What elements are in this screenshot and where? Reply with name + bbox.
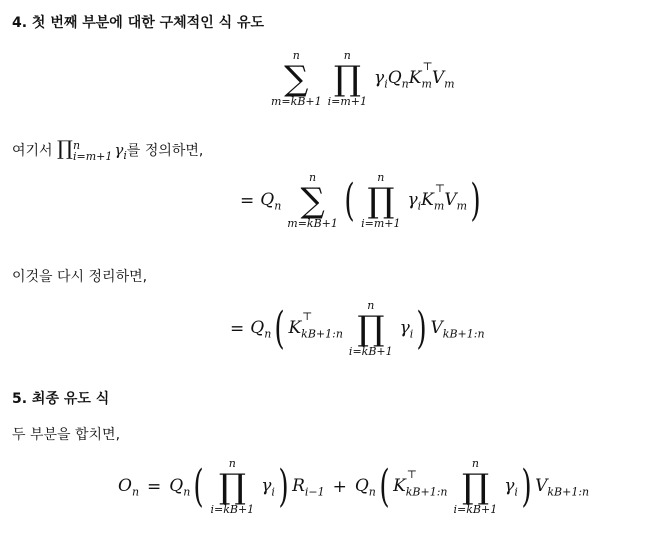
rearrange-text: 이것을 다시 정리하면, xyxy=(12,269,148,285)
equation-4: $O_n$ = $Q_n$ ( n ∏ i=kB+1 $\gamma_i$ ) $R_{i-1}$ + $Q_n$ ( K ⊤ $_{kB+1:n}$ n ∏ i=kB+1 $\gamma_i$ ) $V_{kB+1:n}$ xyxy=(118,457,590,516)
combine-text: 두 부분을 합치면, xyxy=(12,427,121,443)
sum-operator: n ∑ m=kB+1 xyxy=(271,49,322,108)
definition-text: 여기서 ∏ n i=m+1 $\gamma_i$를 정의하면, xyxy=(12,136,204,163)
product-operator: n ∏ i=m+1 xyxy=(327,49,368,108)
equation-2: = $Q_n$ n ∑ m=kB+1 ( n ∏ i=m+1 $\gamma_iK$ ⊤ $_mV_m$ ) xyxy=(240,171,481,230)
section-5-heading: 5. 최종 유도 식 xyxy=(12,391,110,407)
equation-1-term: $\gamma_iQ_nK$ ⊤ $_mV_m$ xyxy=(374,59,455,91)
equation-1 xyxy=(268,50,455,108)
section-4-heading: 4. 첫 번째 부분에 대한 구체적인 식 유도 xyxy=(12,15,265,31)
equation-3: = $Q_n$ ( K ⊤ $_{kB+1:n}$ n ∏ i=kB+1 $\gamma_i$ ) $V_{kB+1:n}$ xyxy=(230,299,485,358)
